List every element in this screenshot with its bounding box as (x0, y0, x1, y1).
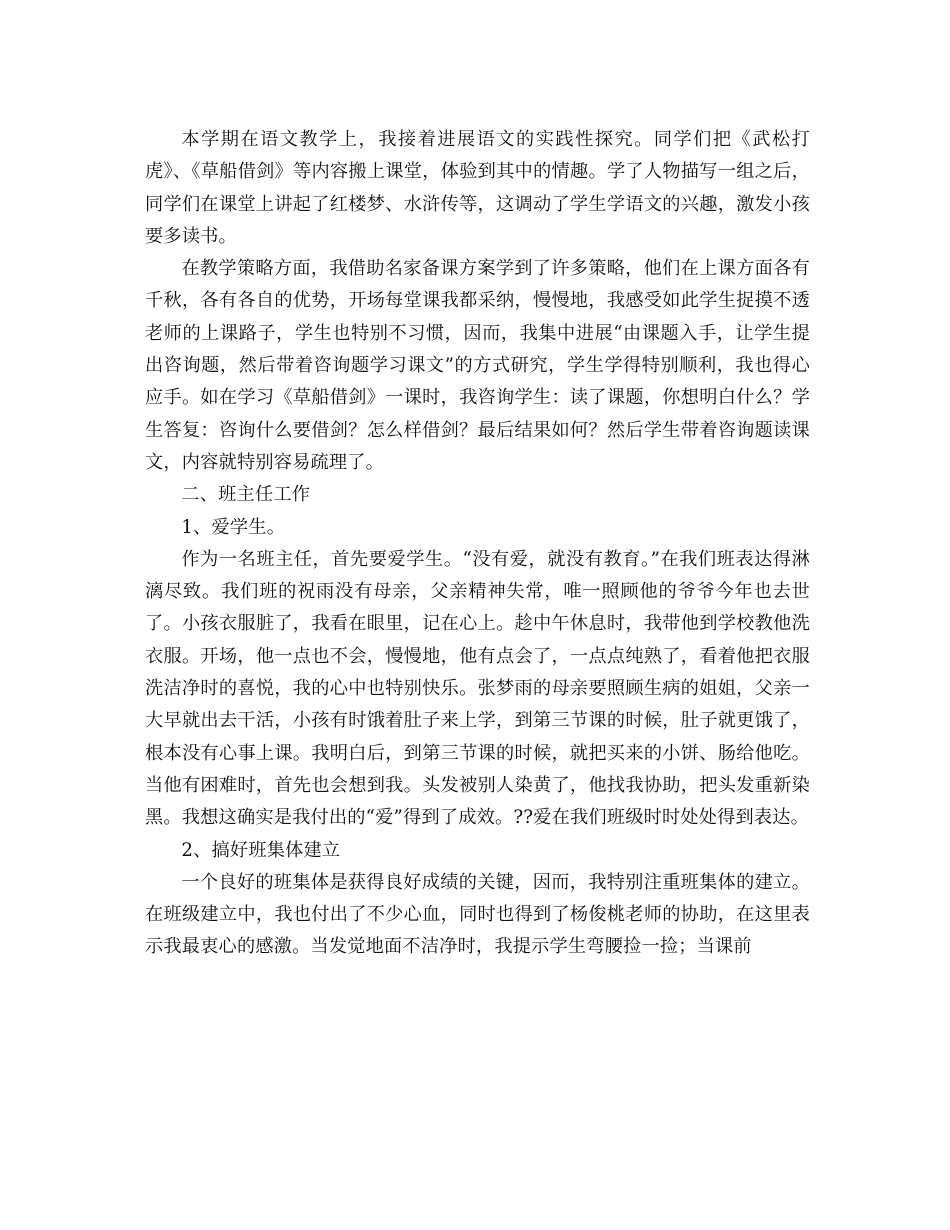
paragraph-teaching-strategy: 在教学策略方面，我借助名家备课方案学到了许多策略，他们在上课方面各有千秋，各有各自的优势，开场每堂课我都采纳，慢慢地，我感受如此学生捉摸不透老师的上课路子，学生也特别不习惯，因而，我集中进展“由课题入手，让学生提出咨询题，然后带着咨询题学习课文”的方式研究，学生学得特别顺利，我也得心应手。如在学习《草船借剑》一课时，我咨询学生：读了课题，你想明白什么？学生答复：咨询什么要借剑？怎么样借剑？最后结果如何？然后学生带着咨询题读课文，内容就特别容易疏理了。 (145, 258, 810, 473)
paragraph-chinese-teaching: 本学期在语文教学上，我接着进展语文的实践性探究。同学们把《武松打虎》、《草船借剑》等内容搬上课堂，体验到其中的情趣。学了人物描写一组之后，同学们在课堂上讲起了红楼梦、水浒传等，这调动了学生学语文的兴趣，激发小孩要多读书。 (145, 129, 810, 247)
subheading-class-building: 2、搞好班集体建立 (181, 839, 341, 861)
subheading-love-students: 1、爱学生。 (181, 516, 286, 538)
paragraph-class-building: 一个良好的班集体是获得良好成绩的关键，因而，我特别注重班集体的建立。在班级建立中，我也付出了不少心血，同时也得到了杨俊桃老师的协助，在这里表示我最衷心的感激。当发觉地面不洁净时，我提示学生弯腰捡一捡；当课前 (145, 871, 810, 958)
section-heading-class-teacher: 二、班主任工作 (181, 484, 311, 506)
paragraph-love-students: 作为一名班主任，首先要爱学生。“没有爱，就没有教育。”在我们班表达得淋漓尽致。我们班的祝雨没有母亲，父亲精神失常，唯一照顾他的爷爷今年也去世了。小孩衣服脏了，我看在眼里，记在心上。趁中午休息时，我带他到学校教他洗衣服。开场，他一点也不会，慢慢地，他有点会了，一点点纯熟了，看着他把衣服洗洁净时的喜悦，我的心中也特别快乐。张梦雨的母亲要照顾生病的姐姐，父亲一大早就出去干活，小孩有时饿着肚子来上学，到第三节课的时候，肚子就更饿了，根本没有心事上课。我明白后，到第三节课的时候，就把买来的小饼、肠给他吃。当他有困难时，首先也会想到我。头发被别人染黄了，他找我协助，把头发重新染黑。我想这确实是我付出的“爱”得到了成效。??爱在我们班级时时处处得到表达。 (145, 548, 810, 829)
document-page (145, 124, 810, 964)
